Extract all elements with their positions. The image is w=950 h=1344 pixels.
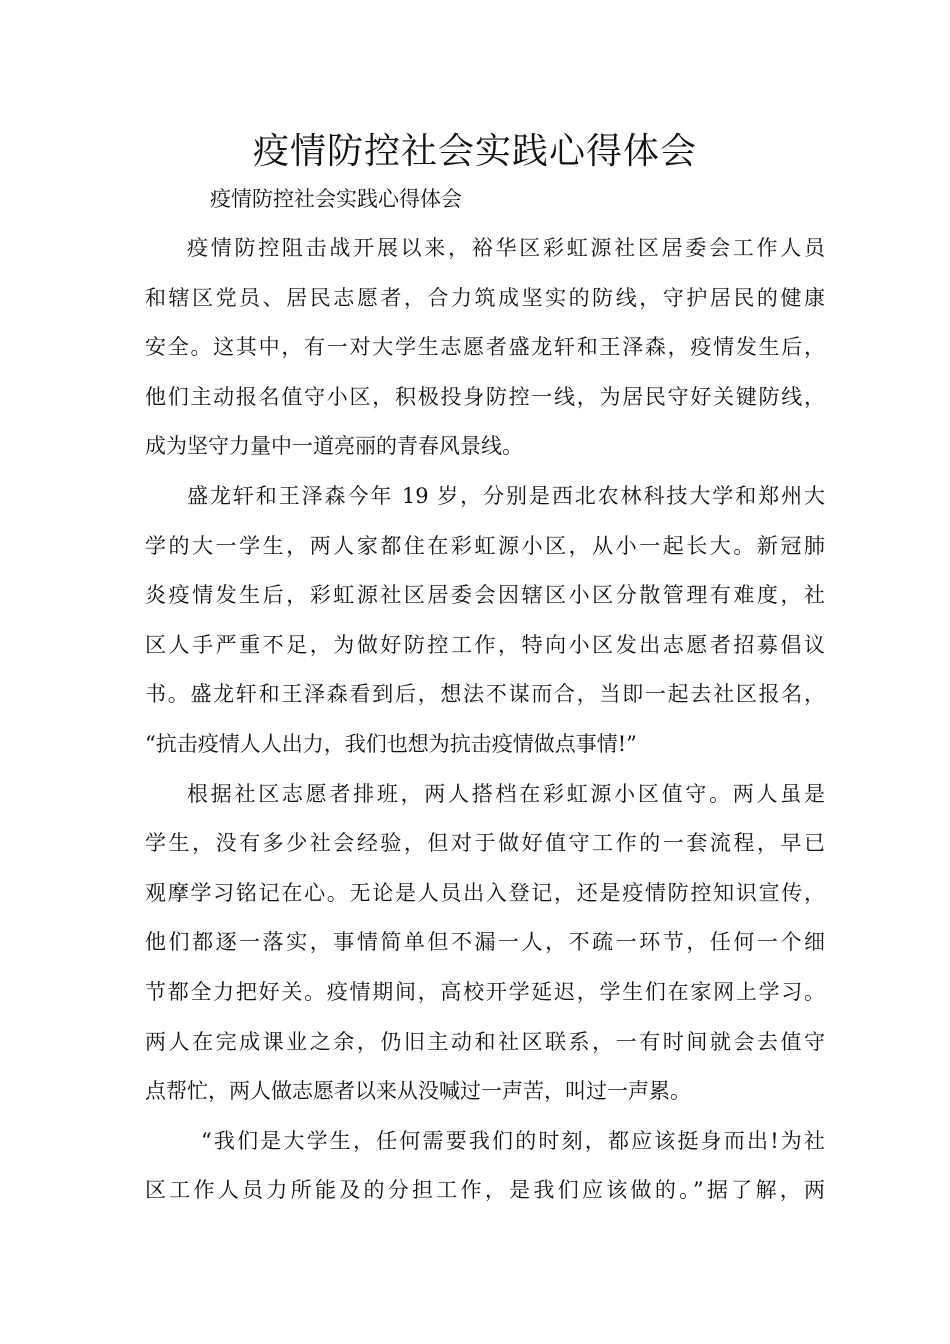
document-subtitle: 疫情防控社会实践心得体会 bbox=[210, 187, 462, 211]
document-body bbox=[145, 224, 825, 1216]
body-line: 学生，没有多少社会经验，但对于做好值守工作的一套流程，早已 bbox=[145, 831, 825, 856]
body-line: 他们都逐一落实，事情简单但不漏一人，不疏一环节，任何一个细 bbox=[145, 930, 825, 955]
body-line: 点帮忙，两人做志愿者以来从没喊过一声苦，叫过一声累。 bbox=[145, 1079, 691, 1104]
body-line: 学的大一学生，两人家都住在彩虹源小区，从小一起长大。新冠肺 bbox=[145, 533, 825, 558]
body-line: “抗击疫情人人出力，我们也想为抗击疫情做点事情!” bbox=[145, 731, 637, 756]
body-line: 盛龙轩和王泽森今年 19 岁，分别是西北农林科技大学和郑州大 bbox=[187, 483, 825, 508]
body-line: 他们主动报名值守小区，积极投身防控一线，为居民守好关键防线， bbox=[145, 384, 825, 409]
body-line: “我们是大学生，任何需要我们的时刻，都应该挺身而出!为社 bbox=[201, 1128, 825, 1153]
document-title: 疫情防控社会实践心得体会 bbox=[252, 131, 697, 172]
body-line: 成为坚守力量中一道亮丽的青春风景线。 bbox=[145, 434, 523, 459]
body-line: 区工作人员力所能及的分担工作，是我们应该做的。”据了解，两 bbox=[145, 1178, 825, 1203]
body-line: 根据社区志愿者排班，两人搭档在彩虹源小区值守。两人虽是 bbox=[187, 781, 825, 806]
body-line: 炎疫情发生后，彩虹源社区居委会因辖区小区分散管理有难度，社 bbox=[145, 583, 825, 608]
body-line: 书。盛龙轩和王泽森看到后，想法不谋而合，当即一起去社区报名， bbox=[145, 682, 825, 707]
body-line: 疫情防控阻击战开展以来，裕华区彩虹源社区居委会工作人员 bbox=[187, 236, 825, 260]
body-line: 区人手严重不足，为做好防控工作，特向小区发出志愿者招募倡议 bbox=[145, 632, 825, 657]
body-line: 两人在完成课业之余，仍旧主动和社区联系，一有时间就会去值守 bbox=[145, 1029, 825, 1054]
body-line: 和辖区党员、居民志愿者，合力筑成坚实的防线，守护居民的健康 bbox=[145, 285, 825, 310]
body-line: 节都全力把好关。疫情期间，高校开学延迟，学生们在家网上学习。 bbox=[145, 979, 825, 1004]
body-line: 安全。这其中，有一对大学生志愿者盛龙轩和王泽森，疫情发生后， bbox=[145, 335, 825, 360]
body-line: 观摩学习铭记在心。无论是人员出入登记，还是疫情防控知识宣传， bbox=[145, 880, 825, 905]
